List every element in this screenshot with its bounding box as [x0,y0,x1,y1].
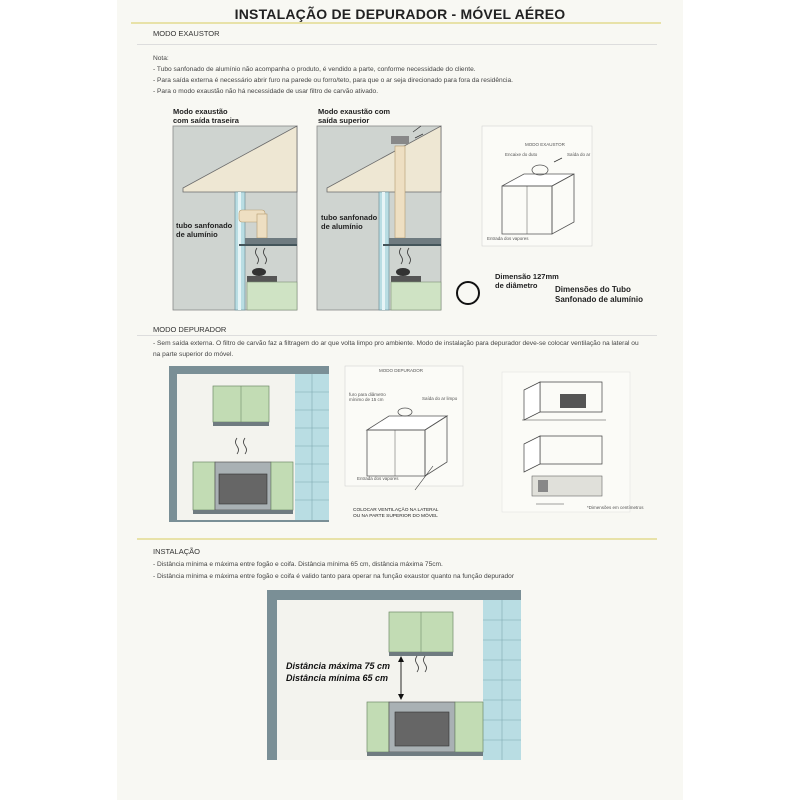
installation-note-2: - Distância mínima e máxima entre fogão e coifa é valido tanto para operar na função exaustor quanto na função depurador [153,573,515,580]
page-title: INSTALAÇÃO DE DEPURADOR - MÓVEL AÉREO [234,6,566,22]
note-3: - Para o modo exaustão não há necessidade de usar filtro de carvão ativado. [153,88,379,95]
sketch-depurador-title: MODO DEPURADOR [379,368,424,373]
note-label: Nota: [153,55,169,62]
document-page [117,0,683,800]
fig1-tube-label: tubo sanfonado de alumínio [176,221,233,239]
tube-dimensions-title: Dimensões do Tubo Sanfonado de alumínio [555,285,644,304]
note-1: - Tubo sanfonado de alumínio não acompanha o produto, é vendido a parte, conforme necessidade do cliente. [153,66,476,73]
detail-depurador-diagram [502,372,630,512]
detail-label-dimensoes: *Dimensões em centímetros [587,505,644,510]
kitchen-depurador-diagram [169,366,329,522]
sketch-label-entrada-vapores: Entrada dos vapores [357,476,399,481]
sketch-label-entrada: Entrada dos vapores [487,236,529,241]
fig-exaustor-rear-diagram [173,126,297,310]
vent-label: COLOCAR VENTILAÇÃO NA LATERAL OU NA PARTE SUPERIOR DO MÓVEL [353,508,439,519]
fig2-title: Modo exaustão com saída superior [318,107,391,125]
installation-note-1: - Distância mínima e máxima entre fogão e coifa. Distância mínima 65 cm, distância máxima 75cm. [153,561,443,568]
section-divider-installation [137,538,657,540]
fig1-title: Modo exaustão com saída traseira [173,107,239,125]
section-divider [137,335,657,336]
section-heading-depurador: MODO DEPURADOR [153,325,227,334]
section-heading-instalacao: INSTALAÇÃO [153,547,200,556]
section-divider [137,44,657,45]
sketch-exaustor-title: MODO EXAUSTOR [525,142,565,147]
section-heading-exaustor: MODO EXAUSTOR [153,29,220,38]
fig2-tube-label: tubo sanfonado de alumínio [321,213,378,231]
tube-circle-icon [453,278,483,308]
tube-dimension-label: Dimensão 127mm de diâmetro [495,272,559,290]
depurador-text: - Sem saída externa. O filtro de carvão faz a filtragem do ar que volta limpo pro ambiente. Modo de instalação para depurador deve-se colocar ventilação na lateral ou na parte superior do móvel. [153,340,639,358]
sketch-label-saida: Saída do ar [567,152,591,157]
note-2: - Para saída externa é necessário abrir furo na parede ou forro/teto, para que o ar seja direcionado para fora da residência. [153,77,513,84]
distance-max-label: Distância máxima 75 cm [286,661,391,671]
distance-min-label: Distância mínima 65 cm [286,673,389,683]
sketch-label-ar-limpo: Saída do ar limpo [422,396,458,401]
sketch-label-furo: furo para diâmetro mínimo de 15 cm [349,392,386,402]
title-rule [131,22,661,24]
sketch-depurador [345,366,463,522]
sketch-label-duto: Encaixe do duto [505,152,538,157]
